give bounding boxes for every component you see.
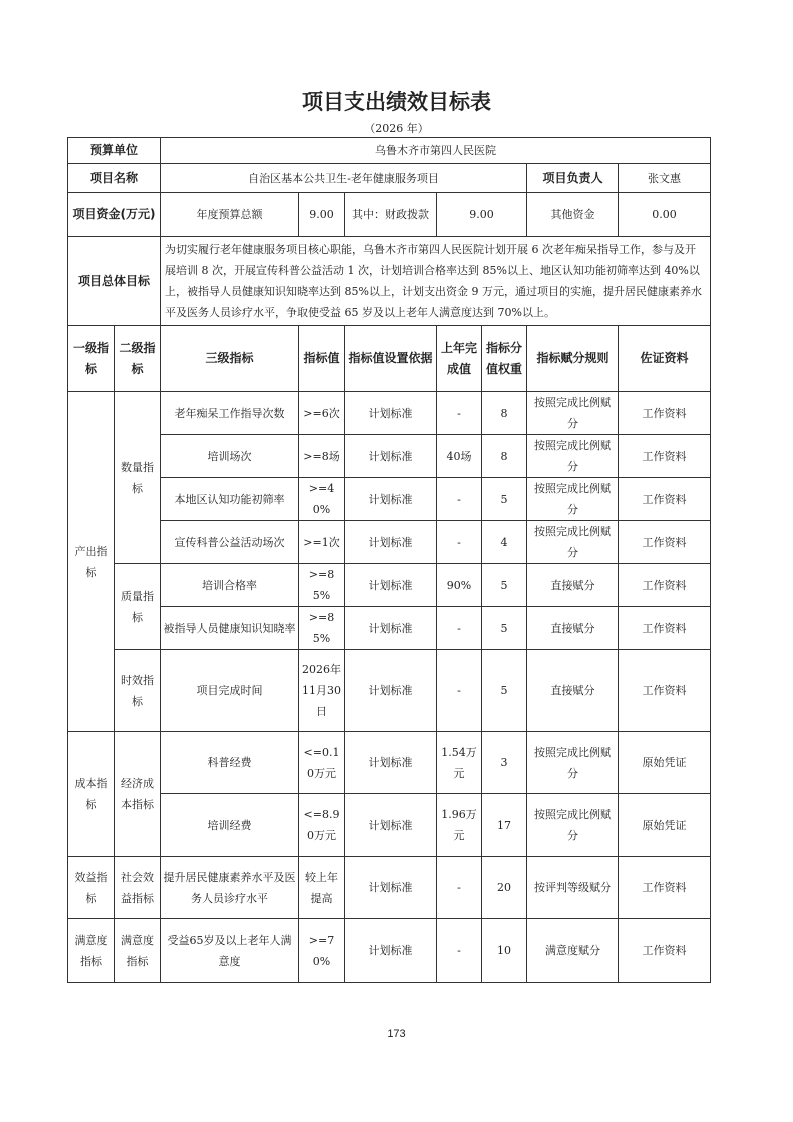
column-header: 指标值设置依据 — [345, 326, 437, 392]
level3-indicator: 科普经费 — [161, 732, 299, 794]
fund-label: 项目资金(万元) — [68, 193, 161, 237]
level2-indicator: 时效指标 — [115, 650, 161, 732]
total-label: 年度预算总额 — [161, 193, 299, 237]
table-row — [68, 650, 711, 732]
performance-table — [67, 137, 711, 983]
column-header: 三级指标 — [161, 326, 299, 392]
level3-indicator: 宣传科普公益活动场次 — [161, 521, 299, 564]
indicator-value: >=8场 — [299, 435, 345, 478]
level3-indicator: 项目完成时间 — [161, 650, 299, 732]
scoring-rule: 直接赋分 — [527, 564, 619, 607]
column-header: 佐证资料 — [619, 326, 711, 392]
document-year: （2026 年） — [364, 122, 429, 135]
owner-label: 项目负责人 — [527, 164, 619, 193]
weight: 17 — [482, 794, 527, 857]
scoring-rule: 按照完成比例赋分 — [527, 478, 619, 521]
level2-indicator: 数量指标 — [115, 392, 161, 564]
weight: 20 — [482, 857, 527, 919]
basis: 计划标准 — [345, 521, 437, 564]
indicator-value: >=40% — [299, 478, 345, 521]
level2-indicator: 社会效益指标 — [115, 857, 161, 919]
level3-indicator: 老年痴呆工作指导次数 — [161, 392, 299, 435]
level3-indicator: 提升居民健康素养水平及医务人员诊疗水平 — [161, 857, 299, 919]
unit-value: 乌鲁木齐市第四人民医院 — [161, 138, 711, 164]
table-row — [68, 732, 711, 794]
owner-value: 张文惠 — [619, 164, 711, 193]
evidence: 工作资料 — [619, 919, 711, 983]
level3-indicator: 培训经费 — [161, 794, 299, 857]
basis: 计划标准 — [345, 919, 437, 983]
level1-indicator: 产出指标 — [68, 392, 115, 732]
table-row — [68, 521, 711, 564]
last-year-value: - — [437, 521, 482, 564]
basis: 计划标准 — [345, 794, 437, 857]
name-label: 项目名称 — [68, 164, 161, 193]
unit-label: 预算单位 — [68, 138, 161, 164]
scoring-rule: 满意度赋分 — [527, 919, 619, 983]
table-row — [68, 857, 711, 919]
last-year-value: - — [437, 919, 482, 983]
goal-text: 为切实履行老年健康服务项目核心职能，乌鲁木齐市第四人民医院计划开展 6 次老年痴呆指导工作，参与及开展培训 8 次，开展宣传科普公益活动 1 次，计划培训合格率达到 85%以上、地区认知功能初筛率达到 40%以上，被指导人员健康知识知晓率达到 85%以上，计划支出资金 9 万元，通过项目的实施，提升居民健康素养水平及医务人员诊疗水平，争取使受益 65 岁及以上老年人满意度达到 70%以上。 — [161, 237, 711, 326]
weight: 4 — [482, 521, 527, 564]
column-header: 指标赋分规则 — [527, 326, 619, 392]
level2-indicator: 经济成本指标 — [115, 732, 161, 857]
evidence: 工作资料 — [619, 521, 711, 564]
last-year-value: - — [437, 650, 482, 732]
scoring-rule: 按评判等级赋分 — [527, 857, 619, 919]
evidence: 原始凭证 — [619, 732, 711, 794]
other-value: 0.00 — [619, 193, 711, 237]
weight: 5 — [482, 478, 527, 521]
name-value: 自治区基本公共卫生-老年健康服务项目 — [161, 164, 527, 193]
basis: 计划标准 — [345, 650, 437, 732]
weight: 3 — [482, 732, 527, 794]
indicator-value: 2026年11月30日 — [299, 650, 345, 732]
evidence: 工作资料 — [619, 392, 711, 435]
other-label: 其他资金 — [527, 193, 619, 237]
last-year-value: 1.54万元 — [437, 732, 482, 794]
weight: 5 — [482, 564, 527, 607]
page-number: 173 — [387, 1028, 406, 1040]
indicator-value: >=70% — [299, 919, 345, 983]
evidence: 原始凭证 — [619, 794, 711, 857]
indicator-value: >=85% — [299, 607, 345, 650]
basis: 计划标准 — [345, 435, 437, 478]
table-row — [68, 794, 711, 857]
basis: 计划标准 — [345, 732, 437, 794]
level3-indicator: 本地区认知功能初筛率 — [161, 478, 299, 521]
last-year-value: - — [437, 607, 482, 650]
goal-label: 项目总体目标 — [68, 237, 161, 326]
level1-indicator: 满意度指标 — [68, 919, 115, 983]
level3-indicator: 培训合格率 — [161, 564, 299, 607]
indicator-value: 较上年提高 — [299, 857, 345, 919]
column-header: 上年完成值 — [437, 326, 482, 392]
level1-indicator: 效益指标 — [68, 857, 115, 919]
basis: 计划标准 — [345, 857, 437, 919]
basis: 计划标准 — [345, 392, 437, 435]
evidence: 工作资料 — [619, 564, 711, 607]
last-year-value: - — [437, 478, 482, 521]
basis: 计划标准 — [345, 607, 437, 650]
weight: 5 — [482, 607, 527, 650]
weight: 8 — [482, 392, 527, 435]
fiscal-value: 9.00 — [437, 193, 527, 237]
document-title: 项目支出绩效目标表 — [302, 90, 491, 114]
basis: 计划标准 — [345, 564, 437, 607]
last-year-value: 1.96万元 — [437, 794, 482, 857]
table-row — [68, 564, 711, 607]
level1-indicator: 成本指标 — [68, 732, 115, 857]
last-year-value: 40场 — [437, 435, 482, 478]
column-header: 指标值 — [299, 326, 345, 392]
level2-indicator: 质量指标 — [115, 564, 161, 650]
scoring-rule: 按照完成比例赋分 — [527, 794, 619, 857]
scoring-rule: 按照完成比例赋分 — [527, 732, 619, 794]
indicator-value: <=0.10万元 — [299, 732, 345, 794]
weight: 5 — [482, 650, 527, 732]
indicator-value: >=1次 — [299, 521, 345, 564]
level3-indicator: 培训场次 — [161, 435, 299, 478]
weight: 8 — [482, 435, 527, 478]
evidence: 工作资料 — [619, 857, 711, 919]
scoring-rule: 直接赋分 — [527, 607, 619, 650]
total-value: 9.00 — [299, 193, 345, 237]
fiscal-label: 其中：财政拨款 — [345, 193, 437, 237]
column-header: 指标分值权重 — [482, 326, 527, 392]
last-year-value: - — [437, 392, 482, 435]
level3-indicator: 受益65岁及以上老年人满意度 — [161, 919, 299, 983]
column-header: 二级指标 — [115, 326, 161, 392]
basis: 计划标准 — [345, 478, 437, 521]
level2-indicator: 满意度指标 — [115, 919, 161, 983]
table-row — [68, 607, 711, 650]
scoring-rule: 直接赋分 — [527, 650, 619, 732]
indicator-value: <=8.90万元 — [299, 794, 345, 857]
scoring-rule: 按照完成比例赋分 — [527, 521, 619, 564]
evidence: 工作资料 — [619, 435, 711, 478]
table-row — [68, 478, 711, 521]
evidence: 工作资料 — [619, 650, 711, 732]
indicator-value: >=85% — [299, 564, 345, 607]
scoring-rule: 按照完成比例赋分 — [527, 435, 619, 478]
level3-indicator: 被指导人员健康知识知晓率 — [161, 607, 299, 650]
evidence: 工作资料 — [619, 478, 711, 521]
evidence: 工作资料 — [619, 607, 711, 650]
last-year-value: - — [437, 857, 482, 919]
column-header: 一级指标 — [68, 326, 115, 392]
indicator-value: >=6次 — [299, 392, 345, 435]
table-row — [68, 919, 711, 983]
scoring-rule: 按照完成比例赋分 — [527, 392, 619, 435]
table-row — [68, 392, 711, 435]
table-row — [68, 435, 711, 478]
last-year-value: 90% — [437, 564, 482, 607]
weight: 10 — [482, 919, 527, 983]
